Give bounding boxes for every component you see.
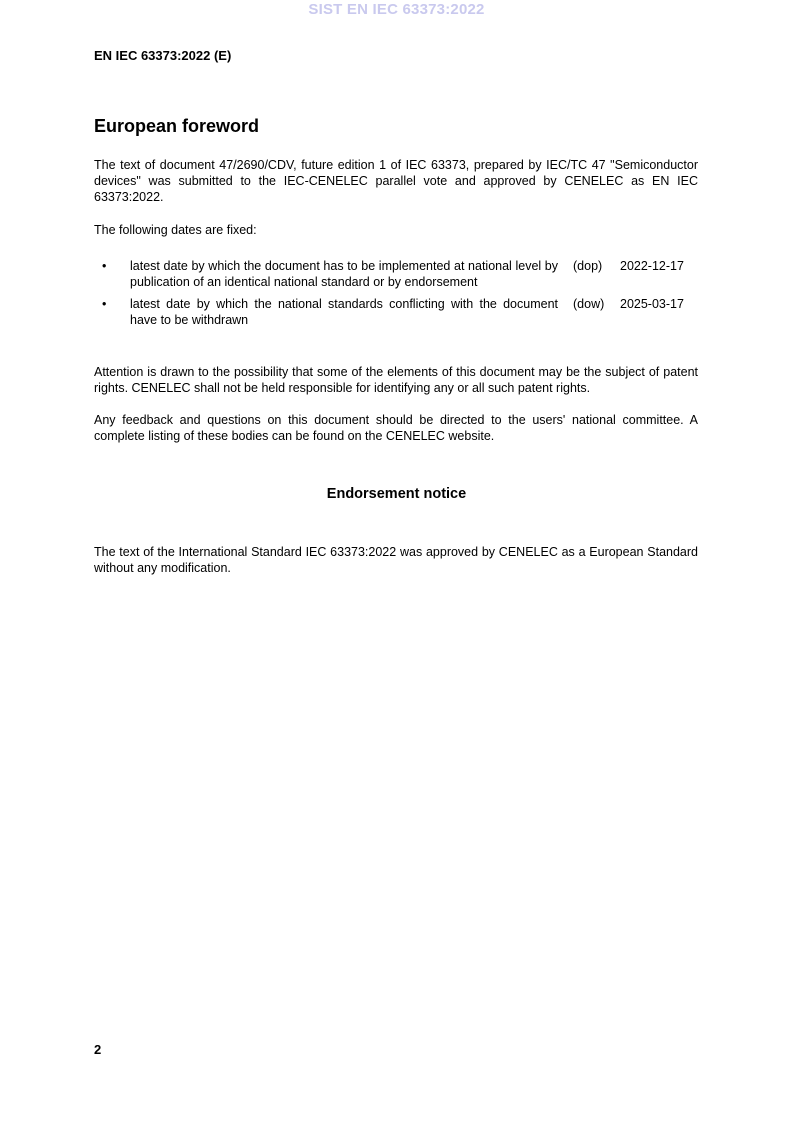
document-identifier: EN IEC 63373:2022 (E) [94,48,232,63]
watermark: SIST EN IEC 63373:2022 [308,1,485,18]
foreword-paragraph-4: Any feedback and questions on this document should be directed to the users' national committee. A complete listing of these bodies can be found on the CENELEC website. [94,413,698,443]
foreword-paragraph-2: The following dates are fixed: [94,223,257,237]
bullet: • [102,259,107,273]
date-description: latest date by which the national standards conflicting with the document have to be withdrawn [130,297,558,327]
foreword-paragraph-3: Attention is drawn to the possibility that some of the elements of this document may be the subject of patent rights. CENELEC shall not be held responsible for identifying any or all such patent rights. [94,365,698,395]
date-item-dow [94,296,698,330]
foreword-heading: European foreword [94,116,260,136]
foreword-paragraph-1: The text of document 47/2690/CDV, future edition 1 of IEC 63373, prepared by IEC/TC 47 "Semiconductor devices" was submitted to the IEC-CENELEC parallel vote and approved by CENELEC as EN IEC 63373:2022. [94,158,698,204]
page-number: 2 [94,1042,102,1057]
date-value: 2025-03-17 [620,297,684,311]
endorsement-paragraph: The text of the International Standard IEC 63373:2022 was approved by CENELEC as a European Standard without any modification. [94,545,698,575]
date-description: latest date by which the document has to be implemented at national level by publication of an identical national standard or by endorsement [130,259,558,289]
date-abbreviation: (dop) [573,259,603,273]
date-value: 2022-12-17 [620,259,684,273]
date-abbreviation: (dow) [573,297,605,311]
date-item-dop [94,258,698,292]
bullet: • [102,297,107,311]
endorsement-heading: Endorsement notice [326,486,467,502]
